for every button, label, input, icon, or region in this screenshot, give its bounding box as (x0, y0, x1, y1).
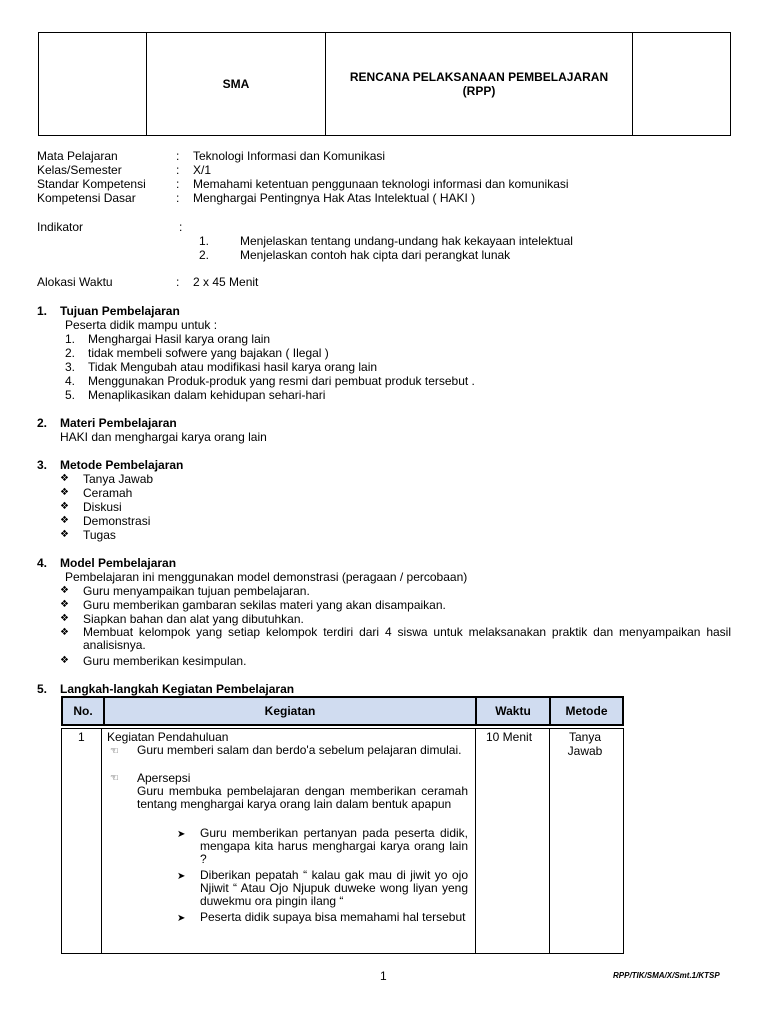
diamond-bullet-icon: ❖ (60, 655, 69, 666)
model-item: Guru memberikan kesimpulan. (83, 654, 247, 668)
arrowhead-icon: ➤ (177, 871, 186, 882)
header-left-cell (39, 33, 147, 136)
header-kegiatan: Kegiatan (105, 698, 477, 724)
pointing-hand-icon: ☜ (110, 773, 119, 784)
info-label: Standar Kompetensi (37, 177, 146, 191)
section-number: 4. (37, 556, 48, 570)
metode-item: Tanya Jawab (83, 472, 154, 486)
header-right-cell (633, 33, 731, 136)
tujuan-item: Menggunakan Produk-produk yang resmi dari pembuat produk tersebut . (88, 374, 475, 388)
waktu-value: 10 Menit (486, 730, 533, 744)
metode-item: Demonstrasi (83, 514, 151, 528)
diamond-bullet-icon: ❖ (60, 501, 69, 512)
header-school: SMA (147, 33, 326, 136)
metode-value: Tanya Jawab (567, 730, 603, 758)
header-metode: Metode (565, 704, 608, 718)
section-title-model: Model Pembelajaran (60, 556, 177, 570)
kegiatan-item: Apersepsi (137, 771, 191, 785)
row-no: 1 (78, 730, 85, 744)
info-value: Menghargai Pentingnya Hak Atas Intelektual ( HAKI ) (193, 191, 476, 205)
pointing-hand-icon: ☜ (110, 746, 119, 757)
tujuan-num: 1. (65, 332, 76, 346)
section-number: 3. (37, 458, 48, 472)
section-title-langkah: Langkah-langkah Kegiatan Pembelajaran (60, 682, 295, 696)
model-item: Siapkan bahan dan alat yang dibutuhkan. (83, 612, 304, 626)
diamond-bullet-icon: ❖ (60, 627, 69, 638)
indikator-text: Menjelaskan contoh hak cipta dari perangkat lunak (240, 248, 511, 262)
info-label: Mata Pelajaran (37, 149, 118, 163)
header-title-line2: (RPP) (462, 84, 496, 98)
tujuan-num: 2. (65, 346, 76, 360)
apersepsi-text: Guru membuka pembelajaran dengan memberikan ceramah tentang menghargai karya orang lain dalam bentuk apapun (137, 784, 468, 811)
sub-item: Diberikan pepatah “ kalau gak mau di jiwit yo ojo Njiwit “ Atau Ojo Njupuk duweke wong liyan yeng duwekmu ora pingin ilang “ (200, 868, 468, 908)
header-table (38, 32, 731, 136)
kegiatan-title: Kegiatan Pendahuluan (107, 730, 229, 744)
footer-code: RPP/TIK/SMA/X/Smt.1/KTSP (613, 971, 720, 980)
info-value: Teknologi Informasi dan Komunikasi (193, 149, 386, 163)
sub-item: Peserta didik supaya bisa memahami hal tersebut (200, 910, 466, 924)
section-number: 5. (37, 682, 48, 696)
section-number: 2. (37, 416, 48, 430)
tujuan-num: 4. (65, 374, 76, 388)
indikator-label: Indikator (37, 220, 84, 234)
kegiatan-table-header (61, 696, 624, 726)
arrowhead-icon: ➤ (177, 913, 186, 924)
alokasi-value: 2 x 45 Menit (193, 275, 259, 289)
model-item: Guru menyampaikan tujuan pembelajaran. (83, 584, 310, 598)
section-title-metode: Metode Pembelajaran (60, 458, 184, 472)
section-title-materi: Materi Pembelajaran (60, 416, 177, 430)
model-item: Membuat kelompok yang setiap kelompok terdiri dari 4 siswa untuk melaksanakan praktik dan menyampaikan hasil analisisnya. (83, 625, 731, 652)
arrowhead-icon: ➤ (177, 829, 186, 840)
sub-item: Guru memberikan pertanyan pada peserta didik, mengapa kita harus menghargai karya orang lain ? (200, 826, 468, 866)
tujuan-item: Tidak Mengubah atau modifikasi hasil karya orang lain (88, 360, 378, 374)
metode-item: Diskusi (83, 500, 122, 514)
tujuan-num: 5. (65, 388, 76, 402)
header-title-line1: RENCANA PELAKSANAAN PEMBELAJARAN (349, 70, 609, 84)
page-number: 1 (380, 969, 387, 983)
tujuan-item: Menghargai Hasil karya orang lain (88, 332, 271, 346)
tujuan-intro: Peserta didik mampu untuk : (65, 318, 218, 332)
diamond-bullet-icon: ❖ (60, 487, 69, 498)
diamond-bullet-icon: ❖ (60, 599, 69, 610)
info-label: Kelas/Semester (37, 163, 122, 177)
metode-item: Tugas (83, 528, 116, 542)
tujuan-item: tidak membeli sofwere yang bajakan ( Ilegal ) (88, 346, 329, 360)
diamond-bullet-icon: ❖ (60, 473, 69, 484)
diamond-bullet-icon: ❖ (60, 529, 69, 540)
diamond-bullet-icon: ❖ (60, 613, 69, 624)
section-title-tujuan: Tujuan Pembelajaran (60, 304, 180, 318)
model-item: Guru memberikan gambaran sekilas materi yang akan disampaikan. (83, 598, 446, 612)
info-value: X/1 (193, 163, 212, 177)
metode-item: Ceramah (83, 486, 133, 500)
header-no: No. (63, 698, 105, 724)
info-label: Kompetensi Dasar (37, 191, 136, 205)
info-value: Memahami ketentuan penggunaan teknologi informasi dan komunikasi (193, 177, 569, 191)
indikator-num: 1. (199, 234, 210, 248)
model-intro: Pembelajaran ini menggunakan model demonstrasi (peragaan / percobaan) (65, 570, 468, 584)
header-title (326, 33, 633, 136)
section-number: 1. (37, 304, 48, 318)
indikator-text: Menjelaskan tentang undang-undang hak kekayaan intelektual (240, 234, 573, 248)
alokasi-label: Alokasi Waktu (37, 275, 113, 289)
materi-text: HAKI dan menghargai karya orang lain (60, 430, 267, 444)
tujuan-item: Menaplikasikan dalam kehidupan sehari-hari (88, 388, 326, 402)
tujuan-num: 3. (65, 360, 76, 374)
kegiatan-item: Guru memberi salam dan berdo'a sebelum pelajaran dimulai. (137, 743, 462, 757)
diamond-bullet-icon: ❖ (60, 585, 69, 596)
indikator-num: 2. (199, 248, 210, 262)
diamond-bullet-icon: ❖ (60, 515, 69, 526)
header-waktu: Waktu (477, 698, 551, 724)
